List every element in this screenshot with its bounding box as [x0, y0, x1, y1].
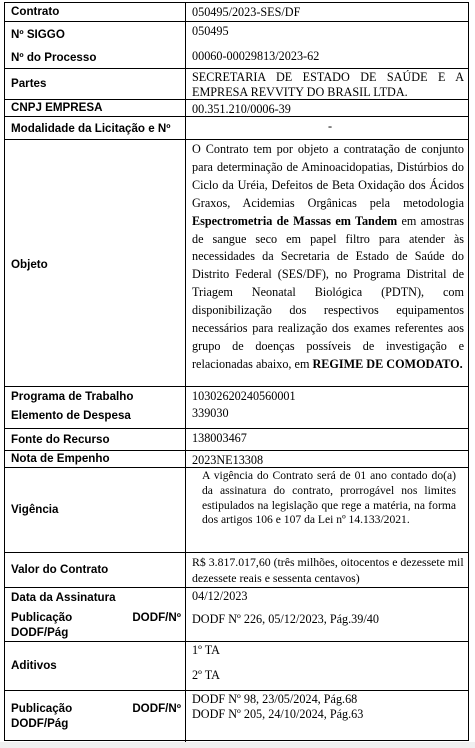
value-empenho: 2023NE13308	[192, 453, 264, 467]
row-partes	[5, 68, 468, 99]
value-cell	[186, 588, 468, 641]
value-cell	[186, 642, 468, 690]
row-vigencia	[5, 467, 468, 552]
label-aditivos: Aditivos	[11, 659, 57, 672]
row-valor	[5, 552, 468, 587]
label-processo: Nº do Processo	[11, 51, 97, 64]
label-publicacao-word: Publicação	[11, 611, 73, 624]
label-programa: Programa de Trabalho	[11, 390, 134, 403]
label-cell	[5, 553, 186, 587]
label-cell	[5, 140, 186, 386]
value-objeto	[186, 140, 468, 386]
label-dodf-n: DODF/Nº	[132, 702, 181, 715]
label-cell	[5, 588, 186, 641]
label-cell	[5, 691, 186, 742]
aditivo-2: 2º TA	[192, 668, 220, 682]
label-vigencia: Vigência	[11, 503, 59, 516]
label-publicacao-2	[11, 702, 181, 715]
row-programa-elemento	[5, 386, 468, 428]
value-publicacao-1: DODF Nº 226, 05/12/2023, Pág.39/40	[192, 612, 379, 626]
value-publicacao-2b: DODF Nº 205, 24/10/2024, Pág.63	[192, 707, 364, 721]
label-fonte: Fonte do Recurso	[11, 433, 110, 446]
label-siggo: Nº SIGGO	[11, 28, 65, 41]
label-dodf-pag: DODF/Pág	[11, 717, 69, 730]
value-assinatura: 04/12/2023	[192, 589, 248, 603]
row-objeto	[5, 139, 468, 386]
label-cell	[5, 3, 186, 21]
row-assinatura-publicacao	[5, 587, 468, 641]
label-dodf-pag: DODF/Pág	[11, 626, 69, 639]
row-aditivos	[5, 641, 468, 690]
label-cell	[5, 451, 186, 467]
label-partes: Partes	[11, 77, 47, 90]
value-cell	[186, 22, 468, 68]
value-processo: 00060-00029813/2023-62	[192, 49, 320, 63]
row-siggo-processo	[5, 21, 468, 68]
label-cell	[5, 642, 186, 690]
value-cell	[186, 387, 468, 428]
value-publicacao-2a: DODF Nº 98, 23/05/2024, Pág.68	[192, 692, 358, 706]
label-objeto: Objeto	[11, 258, 48, 271]
contract-summary-table	[4, 2, 469, 741]
label-cnpj: CNPJ EMPRESA	[11, 101, 103, 114]
value-vigencia: A vigência do Contrato será de 01 ano contado do(a) da assinatura do contrato, prorrogável nos limites estipulados na legislação que rege a matéria, na forma dos artigos 106 e 107 da Lei nº 14.133/2021.	[202, 469, 456, 527]
label-valor: Valor do Contrato	[11, 563, 109, 576]
row-fonte	[5, 428, 468, 450]
label-cell	[5, 22, 186, 68]
label-publicacao-1	[11, 611, 181, 624]
objeto-text-2: em amostras de sangue seco em papel filtro para atender às necessidades da Secretaria de Estado de Saúde do Distrito Federal (SES/DF), no Programa Distrital de Triagem Neonatal Biológica (PDTN), com disponibilização dos respectivos equipamentos necessários para realização dos exames referentes aos grupo de doenças possíveis de investigação e relacionadas abaixo, em	[192, 213, 464, 371]
value-contrato: 050495/2023-SES/DF	[192, 5, 301, 19]
label-cell	[5, 100, 186, 116]
label-elemento: Elemento de Despesa	[11, 409, 131, 422]
row-empenho	[5, 450, 468, 467]
page-bottom-strip	[0, 742, 475, 748]
label-cell	[5, 117, 186, 139]
objeto-bold-2: REGIME DE COMODATO.	[312, 356, 463, 371]
label-contrato: Contrato	[11, 5, 60, 18]
row-modalidade	[5, 116, 468, 139]
label-cell	[5, 429, 186, 450]
label-empenho: Nota de Empenho	[11, 452, 110, 465]
row-publicacao-2	[5, 690, 468, 742]
row-contrato	[5, 3, 468, 21]
value-cell	[186, 691, 468, 742]
label-cell	[5, 387, 186, 428]
label-dodf-n: DODF/Nº	[132, 611, 181, 624]
value-cnpj: 00.351.210/0006-39	[192, 102, 291, 116]
label-modalidade: Modalidade da Licitação e Nº	[11, 122, 171, 135]
objeto-bold-1: Espectrometria de Massas em Tandem	[192, 213, 398, 228]
value-programa: 10302620240560001	[192, 389, 296, 403]
value-elemento: 339030	[192, 406, 229, 420]
value-valor: R$ 3.817.017,60 (três milhões, oitocentos e dezessete mil dezessete reais e sessenta centavos)	[192, 555, 464, 585]
label-publicacao-word: Publicação	[11, 702, 73, 715]
value-fonte: 138003467	[192, 431, 247, 445]
objeto-text-1: O Contrato tem por objeto a contratação de conjunto para determinação de Aminoacidopatias, Distúrbios do Ciclo da Uréia, Defeitos de Beta Oxidação dos Ácidos Graxos, Acidemias Orgânicas pela metodologia	[192, 142, 464, 210]
aditivo-1: 1º TA	[192, 643, 220, 657]
label-cell	[5, 69, 186, 99]
label-assinatura: Data da Assinatura	[11, 591, 116, 604]
row-cnpj	[5, 99, 468, 116]
label-cell	[5, 468, 186, 552]
value-siggo: 050495	[192, 24, 229, 38]
value-modalidade: -	[327, 119, 333, 133]
value-partes: SECRETARIA DE ESTADO DE SAÚDE E A EMPRESA REVVITY DO BRASIL LTDA.	[192, 70, 464, 99]
